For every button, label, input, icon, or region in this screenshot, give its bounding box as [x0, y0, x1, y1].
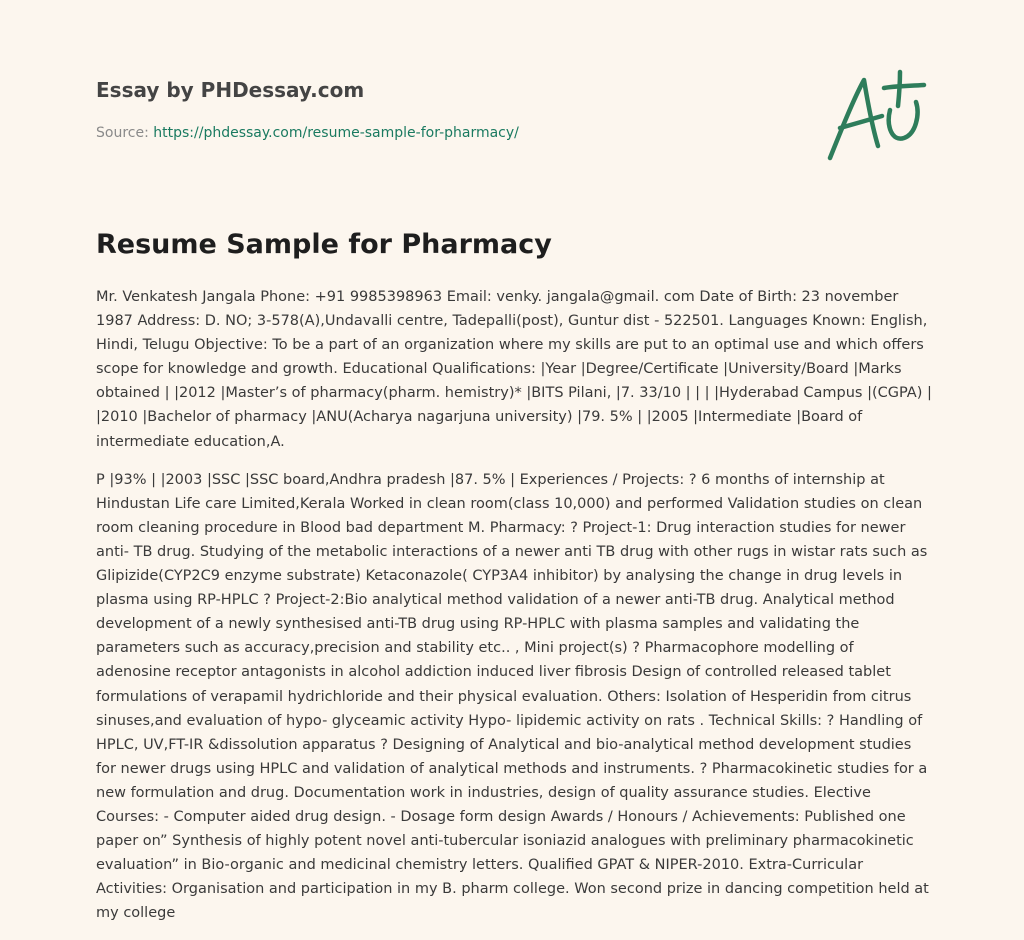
source-label: Source:	[96, 125, 154, 141]
essay-body	[96, 285, 932, 939]
essay-title: Resume Sample for Pharmacy	[96, 229, 552, 260]
source-line	[96, 123, 519, 143]
site-title: Essay by PHDessay.com	[96, 78, 365, 102]
essay-paragraph-1: Mr. Venkatesh Jangala Phone: +91 9985398963 Email: venky. jangala@gmail. com Date of Birth: 23 november 1987 Address: D. NO; 3-578(A),Undavalli centre, Tadepalli(post), Guntur dist - 522501. Languages Known: English, Hindi, Telugu Objective: To be a part of an organization where my skills are put to an optimal use and which offers scope for knowledge and growth. Educational Qualifications: |Year |Degree/Certificate |University/Board |Marks obtained | |2012 |Master’s of pharmacy(pharm. hemistry)* |BITS Pilani, |7. 33/10 | | | |Hyderabad Campus |(CGPA) | |2010 |Bachelor of pharmacy |ANU(Acharya nagarjuna university) |79. 5% | |2005 |Intermediate |Board of intermediate education,A.	[96, 289, 932, 450]
logo-loop	[889, 102, 918, 139]
a-plus-logo-icon	[820, 66, 930, 166]
source-link[interactable]: https://phdessay.com/resume-sample-for-pharmacy/	[153, 125, 519, 141]
logo-plus-horizontal	[884, 85, 924, 88]
essay-paragraph-2: P |93% | |2003 |SSC |SSC board,Andhra pradesh |87. 5% | Experiences / Projects: ? 6 months of internship at Hindustan Life care Limited,Kerala Worked in clean room(class 10,000) and performed Validation studies on clean room cleaning procedure in Blood bad department M. Pharmacy: ? Project-1: Drug interaction studies for newer anti- TB drug. Studying of the metabolic interactions of a newer anti TB drug with other rugs in wistar rats such as Glipizide(CYP2C9 enzyme substrate) Ketaconazole( CYP3A4 inhibitor) by analysing the change in drug levels in plasma using RP-HPLC ? Project-2:Bio analytical method validation of a newer anti-TB drug. Analytical method development of a newly synthesised anti-TB drug using RP-HPLC with plasma samples and validating the parameters such as accuracy,precision and stability etc.. , Mini project(s) ? Pharmacophore modelling of adenosine receptor antagonists in alcohol addiction induced liver fibrosis Design of controlled released tablet formulations of verapamil hydrichloride and their physical evaluation. Others: Isolation of Hesperidin from citrus sinuses,and evaluation of hypo- glyceamic activity Hypo- lipidemic activity on rats . Technical Skills: ? Handling of HPLC, UV,FT-IR &dissolution apparatus ? Designing of Analytical and bio-analytical method development studies for newer drugs using HPLC and validation of analytical methods and instruments. ? Pharmacokinetic studies for a new formulation and drug. Documentation work in industries, design of quality assurance studies. Elective Courses: - Computer aided drug design. - Dosage form design Awards / Honours / Achievements: Published one paper on” Synthesis of highly potent novel anti-tubercular isoniazid analogues with preliminary pharmacokinetic evaluation” in Bio-organic and medicinal chemistry letters. Qualified GPAT & NIPER-2010. Extra-Curricular Activities: Organisation and participation in my B. pharm college. Won second prize in dancing competition held at my college	[96, 471, 929, 922]
logo-plus-vertical	[898, 72, 900, 106]
